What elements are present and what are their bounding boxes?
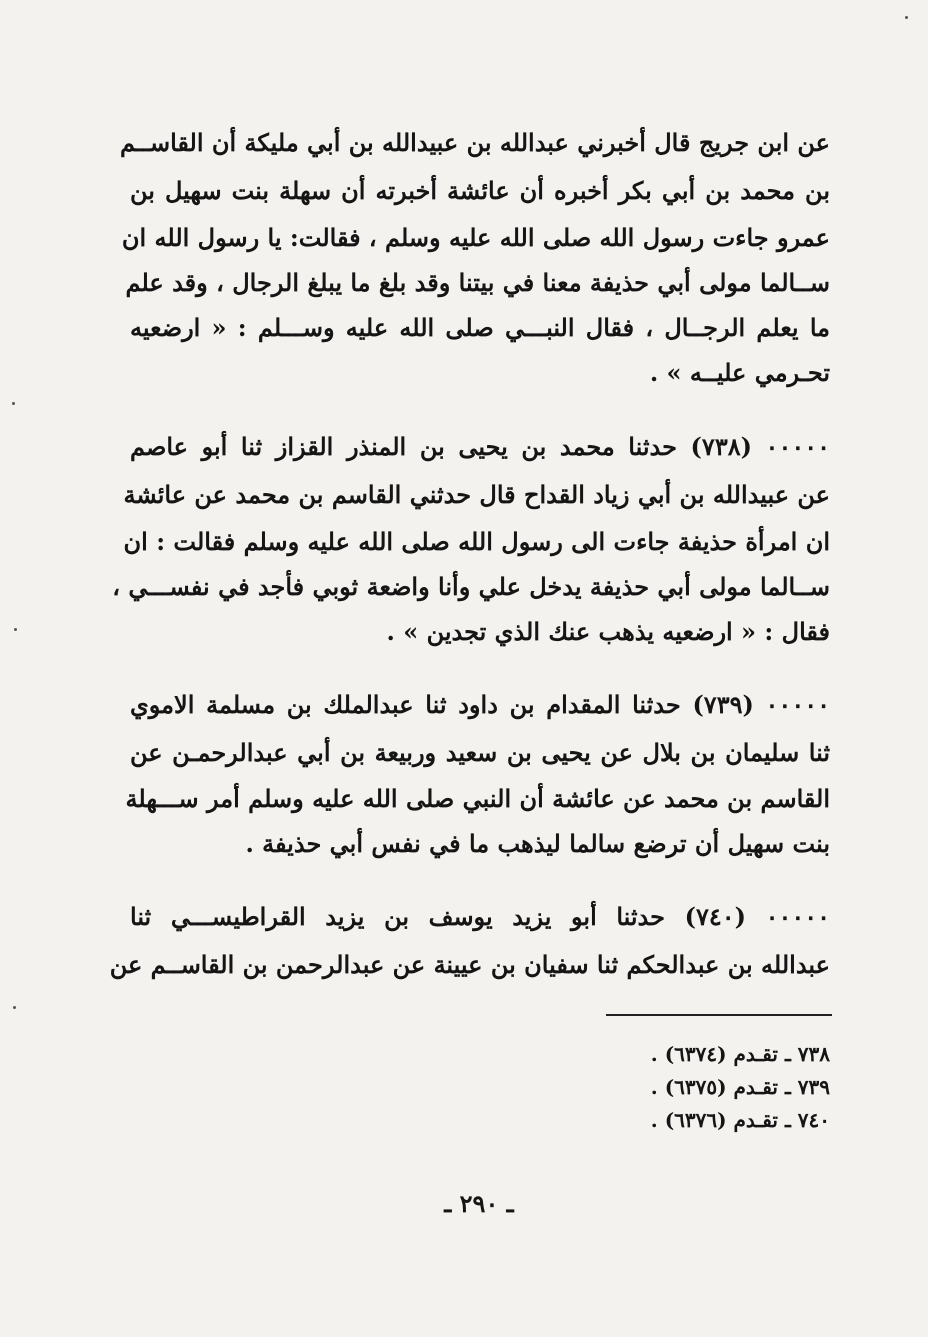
footnote-738: ٧٣٨ ـ تقـدم (٦٣٧٤) . [650,1042,830,1066]
scan-speck [905,16,908,19]
paragraph-1-line-2: بن محمد بن أبي بكر أخبره أن عائشة أخبرته أن سهلة بنت سهيل بن [130,176,830,205]
paragraph-1-line-5: ما يعلم الرجــال ، فقال النبـــي صلى الله عليه وســـلم : « ارضعيه [130,313,830,342]
footnote-740: ٧٤٠ ـ تقـدم (٦٣٧٦) . [650,1108,830,1132]
paragraph-2-line-2: عن عبيدالله بن أبي زياد القداح قال حدثني القاسم بن محمد عن عائشة [123,480,830,509]
paragraph-4-line-1: ٠٠٠٠٠ (٧٤٠) حدثنا أبو يزيد يوسف بن يزيد القراطيســـي ثنا [130,902,831,931]
scan-speck [14,628,17,631]
paragraph-3-line-1: ٠٠٠٠٠ (٧٣٩) حدثنا المقدام بن داود ثنا عبدالملك بن مسلمة الاموي [130,690,830,719]
paragraph-1-line-1: عن ابن جريج قال أخبرني عبدالله بن عبيدالله بن أبي مليكة أن القاســم [119,128,830,157]
paragraph-2-line-3: ان امرأة حذيفة جاءت الى رسول الله صلى الله عليه وسلم فقالت : ان [123,527,830,556]
paragraph-1-line-4: ســالما مولى أبي حذيفة معنا في بيتنا وقد بلغ ما يبلغ الرجال ، وقد علم [125,268,830,297]
scan-speck [13,1006,16,1009]
paragraph-2-line-5: فقال : « ارضعيه يذهب عنك الذي تجدين » . [386,617,830,646]
paragraph-4-line-2: عبدالله بن عبدالحكم ثنا سفيان بن عيينة عن عبدالرحمن بن القاســم عن [109,950,830,979]
paragraph-3-line-2: ثنا سليمان بن بلال عن يحيى بن سعيد وربيعة بن أبي عبدالرحمـن عن [130,738,830,767]
paragraph-2-line-1: ٠٠٠٠٠ (٧٣٨) حدثنا محمد بن يحيى بن المنذر القزاز ثنا أبو عاصم [130,432,830,461]
footnote-divider [606,1014,832,1016]
paragraph-1-line-3: عمرو جاءت رسول الله صلى الله عليه وسلم ، فقالت: يا رسول الله ان [121,223,830,252]
paragraph-3-line-4: بنت سهيل أن ترضع سالما ليذهب ما في نفس أبي حذيفة . [245,829,830,858]
footnote-739: ٧٣٩ ـ تقـدم (٦٣٧٥) . [650,1075,830,1099]
paragraph-1-line-6: تحـرمي عليــه » . [649,358,830,387]
paragraph-3-line-3: القاسم بن محمد عن عائشة أن النبي صلى الله عليه وسلم أمر ســـهلة [125,784,830,813]
page-number: ـ ٢٩٠ ـ [444,1189,514,1218]
scan-speck [12,402,15,405]
paragraph-2-line-4: ســالما مولى أبي حذيفة يدخل علي وأنا واضعة ثوبي فأجد في نفســـي ، [112,572,830,601]
